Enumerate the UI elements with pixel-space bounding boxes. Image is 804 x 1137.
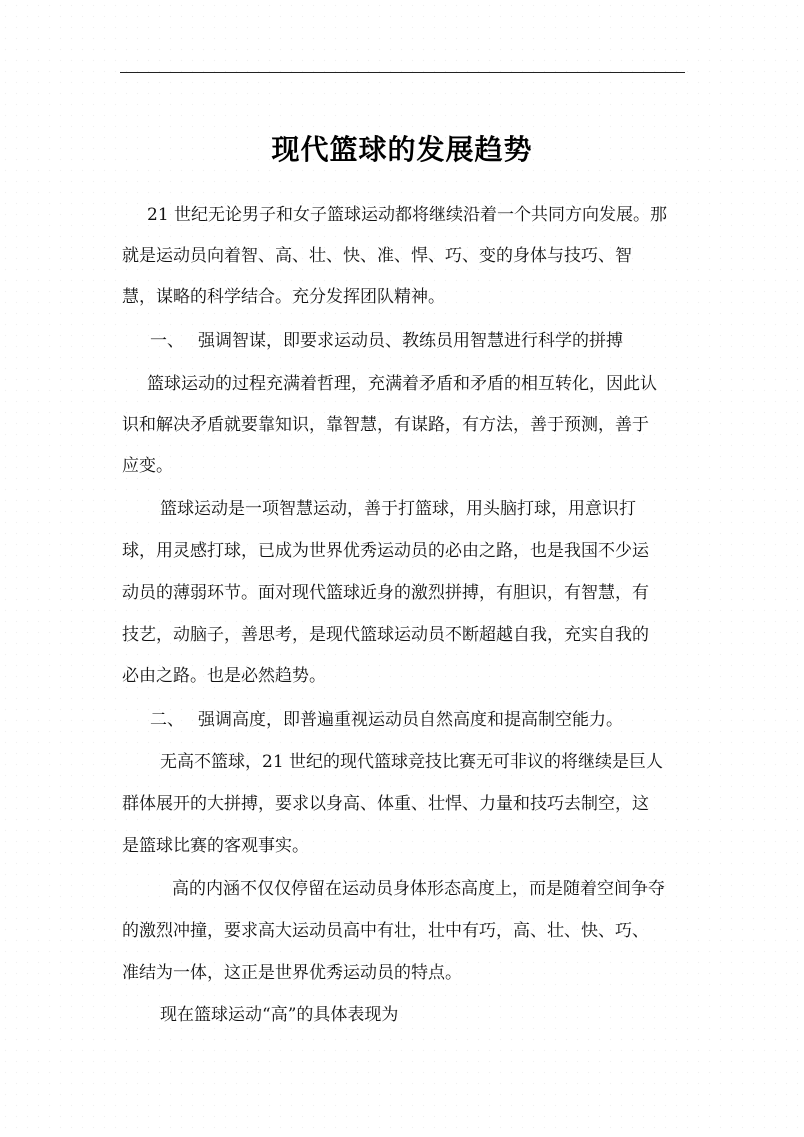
intro-line: 慧，谋略的科学结合。充分发挥团队精神。	[122, 287, 445, 307]
section-number: 二、	[150, 710, 184, 730]
paragraph-line: 动员的薄弱环节。面对现代篮球近身的激烈拼搏，有胆识，有智慧，有	[122, 583, 649, 603]
paragraph-line: 必由之路。也是必然趋势。	[122, 666, 326, 686]
section-heading-1	[150, 330, 623, 352]
paragraph-line: 识和解决矛盾就要靠知识，靠智慧，有谋路，有方法，善于预测，善于	[122, 415, 649, 435]
intro-line: 就是运动员向着智、高、壮、快、准、悍、巧、变的身体与技巧、智	[122, 246, 632, 266]
intro-line: 21 世纪无论男子和女子篮球运动都将继续沿着一个共同方向发展。那	[147, 205, 668, 225]
document-title: 现代篮球的发展趋势	[271, 133, 533, 166]
paragraph-line: 群体展开的大拼搏，要求以身高、体重、壮悍、力量和技巧去制空，这	[122, 794, 649, 814]
paragraph-line: 球，用灵感打球，已成为世界优秀运动员的必由之路，也是我国不少运	[122, 541, 649, 561]
header-rule	[120, 72, 685, 73]
paragraph-line: 高的内涵不仅仅停留在运动员身体形态高度上，而是随着空间争夺	[172, 879, 665, 899]
paragraph-line: 篮球运动是一项智慧运动，善于打篮球，用头脑打球，用意识打	[160, 499, 636, 519]
section-heading-text: 强调高度，即普遍重视运动员自然高度和提高制空能力。	[198, 710, 623, 730]
paragraph-line: 应变。	[122, 456, 173, 476]
section-heading-text: 强调智谋，即要求运动员、教练员用智慧进行科学的拼搏	[198, 331, 623, 351]
section-heading-2	[150, 709, 623, 731]
paragraph-line: 无高不篮球，21 世纪的现代篮球竞技比赛无可非议的将继续是巨人	[160, 752, 664, 772]
paragraph-line: 技艺，动脑子，善思考，是现代篮球运动员不断超越自我，充实自我的	[122, 625, 649, 645]
paragraph-line: 现在篮球运动“高”的具体表现为	[160, 1005, 399, 1025]
paragraph-line: 篮球运动的过程充满着哲理，充满着矛盾和矛盾的相互转化，因此认	[147, 374, 657, 394]
paragraph-line: 的激烈冲撞，要求高大运动员高中有壮，壮中有巧，高、壮、快、巧、	[122, 921, 649, 941]
section-number: 一、	[150, 331, 184, 351]
paragraph-line: 准结为一体，这正是世界优秀运动员的特点。	[122, 963, 462, 983]
paragraph-line: 是篮球比赛的客观事实。	[122, 836, 309, 856]
